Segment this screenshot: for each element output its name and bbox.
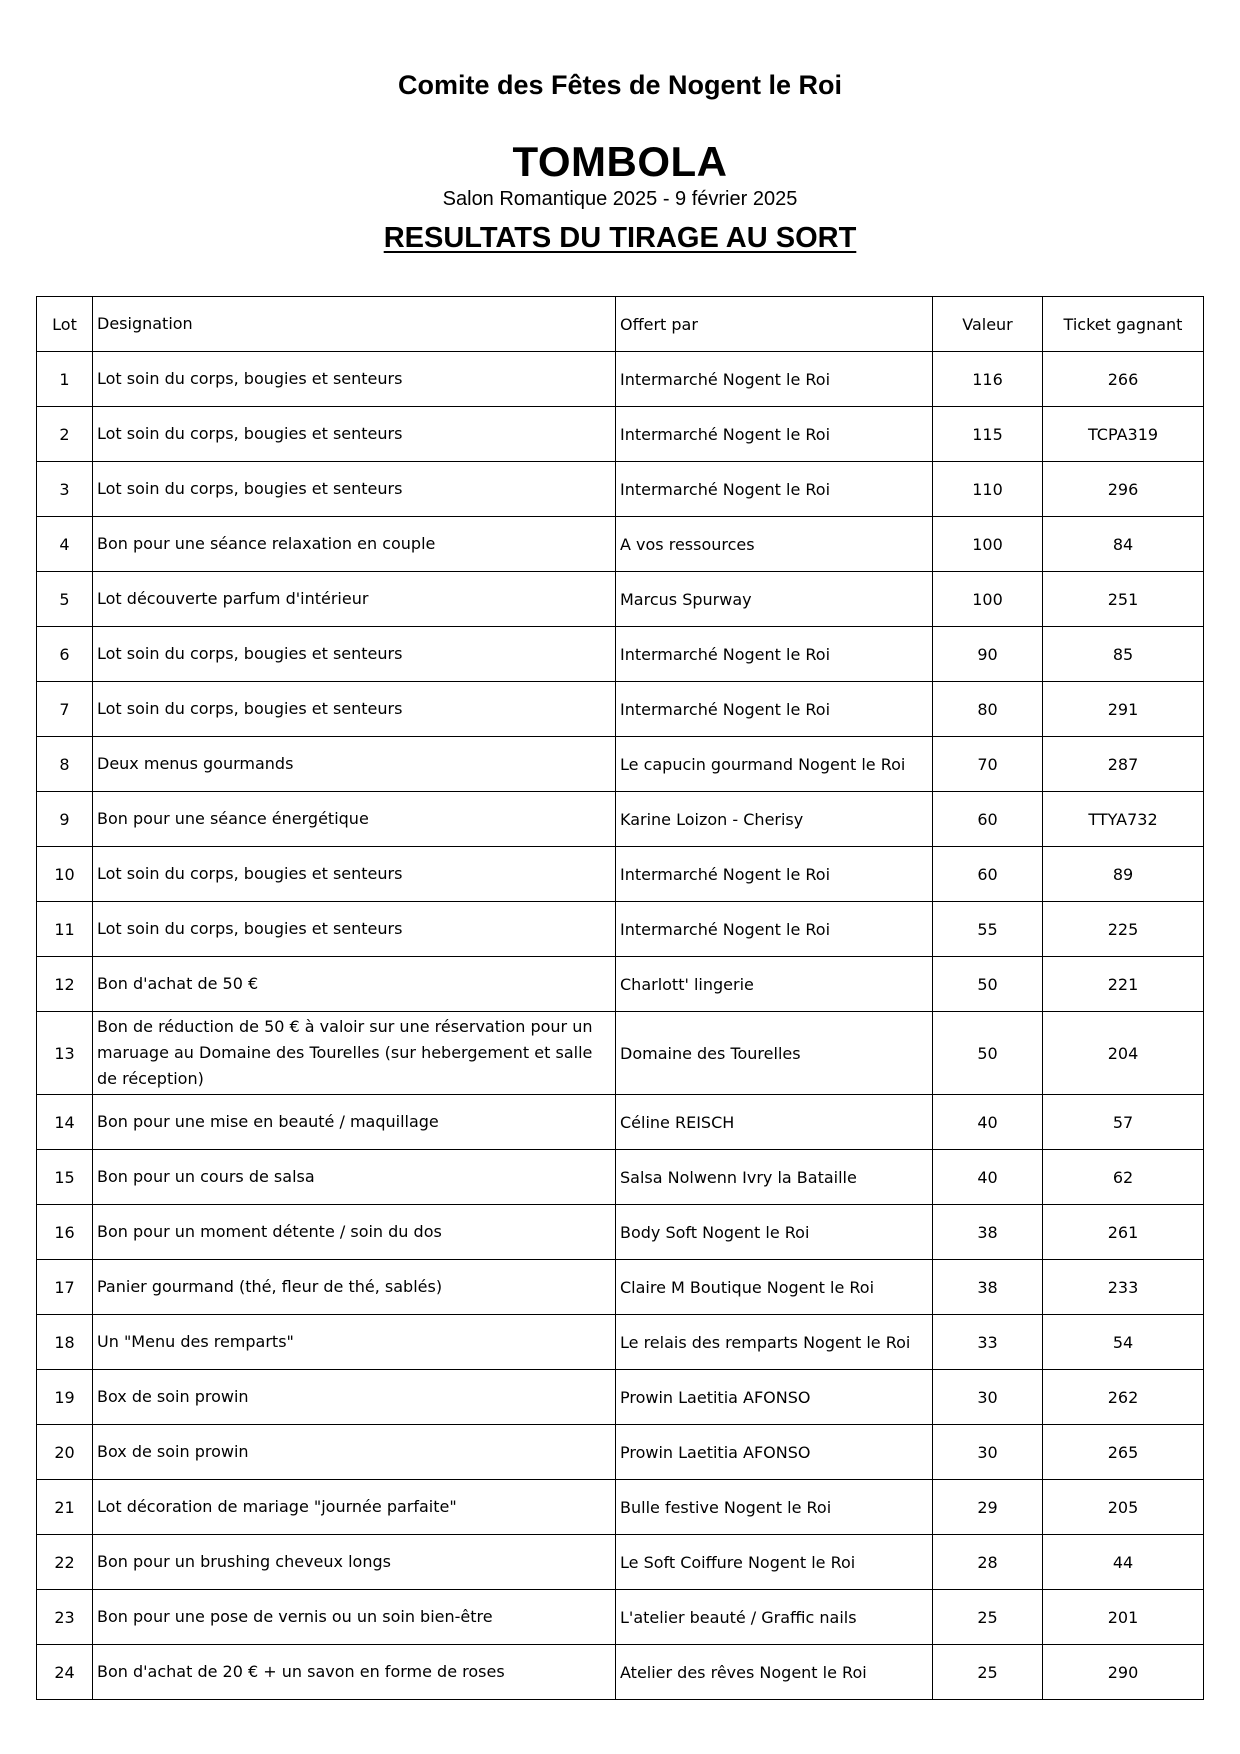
- cell-ticket-gagnant: 262: [1043, 1370, 1204, 1425]
- cell-valeur: 30: [933, 1425, 1043, 1480]
- table-row: [37, 1590, 1204, 1645]
- table-row: [37, 1150, 1204, 1205]
- table-row: [37, 1205, 1204, 1260]
- cell-ticket-gagnant: 287: [1043, 737, 1204, 792]
- table-body: [37, 352, 1204, 1700]
- cell-valeur: 33: [933, 1315, 1043, 1370]
- cell-ticket-gagnant: 62: [1043, 1150, 1204, 1205]
- cell-lot: 9: [37, 792, 93, 847]
- table-header-row: [37, 297, 1204, 352]
- cell-valeur: 40: [933, 1150, 1043, 1205]
- cell-lot: 6: [37, 627, 93, 682]
- cell-lot: 4: [37, 517, 93, 572]
- cell-valeur: 70: [933, 737, 1043, 792]
- cell-ticket-gagnant: TTYA732: [1043, 792, 1204, 847]
- table-row: [37, 792, 1204, 847]
- cell-ticket-gagnant: 225: [1043, 902, 1204, 957]
- cell-designation: Lot soin du corps, bougies et senteurs: [93, 847, 616, 902]
- cell-offert-par: Prowin Laetitia AFONSO: [616, 1425, 933, 1480]
- cell-designation: Lot soin du corps, bougies et senteurs: [93, 407, 616, 462]
- cell-lot: 18: [37, 1315, 93, 1370]
- cell-offert-par: L'atelier beauté / Graffic nails: [616, 1590, 933, 1645]
- cell-lot: 23: [37, 1590, 93, 1645]
- table-row: [37, 1012, 1204, 1095]
- table-row: [37, 517, 1204, 572]
- cell-valeur: 80: [933, 682, 1043, 737]
- table-row: [37, 1645, 1204, 1700]
- table-row: [37, 1535, 1204, 1590]
- cell-lot: 22: [37, 1535, 93, 1590]
- table-row: [37, 847, 1204, 902]
- cell-valeur: 90: [933, 627, 1043, 682]
- cell-ticket-gagnant: 44: [1043, 1535, 1204, 1590]
- cell-valeur: 25: [933, 1645, 1043, 1700]
- cell-ticket-gagnant: 233: [1043, 1260, 1204, 1315]
- cell-designation: Lot soin du corps, bougies et senteurs: [93, 352, 616, 407]
- cell-valeur: 50: [933, 957, 1043, 1012]
- cell-offert-par: Le Soft Coiffure Nogent le Roi: [616, 1535, 933, 1590]
- table-row: [37, 462, 1204, 517]
- cell-designation: Lot soin du corps, bougies et senteurs: [93, 902, 616, 957]
- column-header-lot: Lot: [37, 297, 93, 352]
- cell-lot: 8: [37, 737, 93, 792]
- table-row: [37, 1260, 1204, 1315]
- cell-designation: Bon d'achat de 20 € + un savon en forme de roses: [93, 1645, 616, 1700]
- cell-lot: 17: [37, 1260, 93, 1315]
- cell-ticket-gagnant: 85: [1043, 627, 1204, 682]
- column-header-offert-par: Offert par: [616, 297, 933, 352]
- cell-valeur: 50: [933, 1012, 1043, 1095]
- cell-ticket-gagnant: 251: [1043, 572, 1204, 627]
- cell-ticket-gagnant: 201: [1043, 1590, 1204, 1645]
- cell-designation: Bon pour une séance énergétique: [93, 792, 616, 847]
- organization-name: Comite des Fêtes de Nogent le Roi: [397, 70, 843, 100]
- cell-offert-par: Charlott' lingerie: [616, 957, 933, 1012]
- cell-offert-par: Salsa Nolwenn Ivry la Bataille: [616, 1150, 933, 1205]
- cell-valeur: 38: [933, 1205, 1043, 1260]
- cell-designation: Bon pour une mise en beauté / maquillage: [93, 1095, 616, 1150]
- table-row: [37, 902, 1204, 957]
- cell-designation: Panier gourmand (thé, fleur de thé, sablés): [93, 1260, 616, 1315]
- cell-valeur: 100: [933, 572, 1043, 627]
- cell-ticket-gagnant: 291: [1043, 682, 1204, 737]
- cell-valeur: 25: [933, 1590, 1043, 1645]
- cell-designation: Lot découverte parfum d'intérieur: [93, 572, 616, 627]
- table-row: [37, 1315, 1204, 1370]
- table-row: [37, 1425, 1204, 1480]
- cell-offert-par: Intermarché Nogent le Roi: [616, 682, 933, 737]
- cell-offert-par: Prowin Laetitia AFONSO: [616, 1370, 933, 1425]
- cell-designation: Bon pour un moment détente / soin du dos: [93, 1205, 616, 1260]
- cell-offert-par: Atelier des rêves Nogent le Roi: [616, 1645, 933, 1700]
- table-row: [37, 1370, 1204, 1425]
- cell-lot: 21: [37, 1480, 93, 1535]
- table-row: [37, 572, 1204, 627]
- cell-lot: 24: [37, 1645, 93, 1700]
- cell-designation: Bon pour une pose de vernis ou un soin bien-être: [93, 1590, 616, 1645]
- cell-ticket-gagnant: 265: [1043, 1425, 1204, 1480]
- table-row: [37, 407, 1204, 462]
- table-row: [37, 682, 1204, 737]
- cell-ticket-gagnant: 205: [1043, 1480, 1204, 1535]
- cell-offert-par: Intermarché Nogent le Roi: [616, 462, 933, 517]
- cell-lot: 16: [37, 1205, 93, 1260]
- page-subtitle: Salon Romantique 2025 - 9 février 2025: [442, 188, 798, 210]
- cell-designation: Bon d'achat de 50 €: [93, 957, 616, 1012]
- cell-ticket-gagnant: 261: [1043, 1205, 1204, 1260]
- cell-offert-par: Marcus Spurway: [616, 572, 933, 627]
- cell-ticket-gagnant: 221: [1043, 957, 1204, 1012]
- cell-designation: Deux menus gourmands: [93, 737, 616, 792]
- cell-valeur: 29: [933, 1480, 1043, 1535]
- cell-lot: 13: [37, 1012, 93, 1095]
- cell-valeur: 30: [933, 1370, 1043, 1425]
- cell-valeur: 116: [933, 352, 1043, 407]
- cell-offert-par: Céline REISCH: [616, 1095, 933, 1150]
- cell-offert-par: Intermarché Nogent le Roi: [616, 627, 933, 682]
- cell-ticket-gagnant: 89: [1043, 847, 1204, 902]
- cell-offert-par: Le capucin gourmand Nogent le Roi: [616, 737, 933, 792]
- cell-ticket-gagnant: 204: [1043, 1012, 1204, 1095]
- cell-valeur: 38: [933, 1260, 1043, 1315]
- cell-designation: Bon de réduction de 50 € à valoir sur une réservation pour un maruage au Domaine des Tourelles (sur hebergement et salle de réception): [93, 1012, 616, 1095]
- cell-designation: Lot soin du corps, bougies et senteurs: [93, 682, 616, 737]
- cell-lot: 12: [37, 957, 93, 1012]
- cell-designation: Bon pour une séance relaxation en couple: [93, 517, 616, 572]
- cell-lot: 2: [37, 407, 93, 462]
- cell-lot: 19: [37, 1370, 93, 1425]
- cell-offert-par: Body Soft Nogent le Roi: [616, 1205, 933, 1260]
- cell-lot: 7: [37, 682, 93, 737]
- cell-valeur: 28: [933, 1535, 1043, 1590]
- cell-ticket-gagnant: 266: [1043, 352, 1204, 407]
- cell-ticket-gagnant: 84: [1043, 517, 1204, 572]
- cell-ticket-gagnant: 54: [1043, 1315, 1204, 1370]
- cell-offert-par: Intermarché Nogent le Roi: [616, 352, 933, 407]
- cell-designation: Box de soin prowin: [93, 1370, 616, 1425]
- cell-offert-par: Claire M Boutique Nogent le Roi: [616, 1260, 933, 1315]
- cell-offert-par: Intermarché Nogent le Roi: [616, 407, 933, 462]
- table-row: [37, 1095, 1204, 1150]
- table-row: [37, 352, 1204, 407]
- cell-designation: Un "Menu des remparts": [93, 1315, 616, 1370]
- cell-ticket-gagnant: TCPA319: [1043, 407, 1204, 462]
- cell-ticket-gagnant: 296: [1043, 462, 1204, 517]
- cell-designation: Lot décoration de mariage "journée parfaite": [93, 1480, 616, 1535]
- cell-lot: 20: [37, 1425, 93, 1480]
- results-heading: [0, 222, 1240, 255]
- cell-valeur: 100: [933, 517, 1043, 572]
- cell-offert-par: Bulle festive Nogent le Roi: [616, 1480, 933, 1535]
- cell-designation: Bon pour un brushing cheveux longs: [93, 1535, 616, 1590]
- cell-lot: 15: [37, 1150, 93, 1205]
- column-header-valeur: Valeur: [933, 297, 1043, 352]
- cell-lot: 14: [37, 1095, 93, 1150]
- cell-designation: Lot soin du corps, bougies et senteurs: [93, 462, 616, 517]
- cell-offert-par: Le relais des remparts Nogent le Roi: [616, 1315, 933, 1370]
- cell-lot: 1: [37, 352, 93, 407]
- cell-designation: Lot soin du corps, bougies et senteurs: [93, 627, 616, 682]
- cell-valeur: 40: [933, 1095, 1043, 1150]
- cell-valeur: 60: [933, 792, 1043, 847]
- cell-valeur: 55: [933, 902, 1043, 957]
- cell-lot: 3: [37, 462, 93, 517]
- table-row: [37, 957, 1204, 1012]
- cell-valeur: 110: [933, 462, 1043, 517]
- results-heading-text: RESULTATS DU TIRAGE AU SORT: [383, 222, 857, 254]
- cell-offert-par: Intermarché Nogent le Roi: [616, 847, 933, 902]
- cell-designation: Bon pour un cours de salsa: [93, 1150, 616, 1205]
- cell-lot: 10: [37, 847, 93, 902]
- cell-valeur: 115: [933, 407, 1043, 462]
- table-row: [37, 627, 1204, 682]
- cell-designation: Box de soin prowin: [93, 1425, 616, 1480]
- cell-lot: 5: [37, 572, 93, 627]
- column-header-designation: Designation: [93, 297, 616, 352]
- cell-offert-par: Domaine des Tourelles: [616, 1012, 933, 1095]
- cell-lot: 11: [37, 902, 93, 957]
- results-table: [36, 296, 1204, 1700]
- page-title: TOMBOLA: [512, 138, 728, 185]
- table-row: [37, 737, 1204, 792]
- cell-offert-par: Karine Loizon - Cherisy: [616, 792, 933, 847]
- cell-ticket-gagnant: 290: [1043, 1645, 1204, 1700]
- table-row: [37, 1480, 1204, 1535]
- cell-valeur: 60: [933, 847, 1043, 902]
- cell-ticket-gagnant: 57: [1043, 1095, 1204, 1150]
- column-header-ticket-gagnant: Ticket gagnant: [1043, 297, 1204, 352]
- cell-offert-par: A vos ressources: [616, 517, 933, 572]
- cell-offert-par: Intermarché Nogent le Roi: [616, 902, 933, 957]
